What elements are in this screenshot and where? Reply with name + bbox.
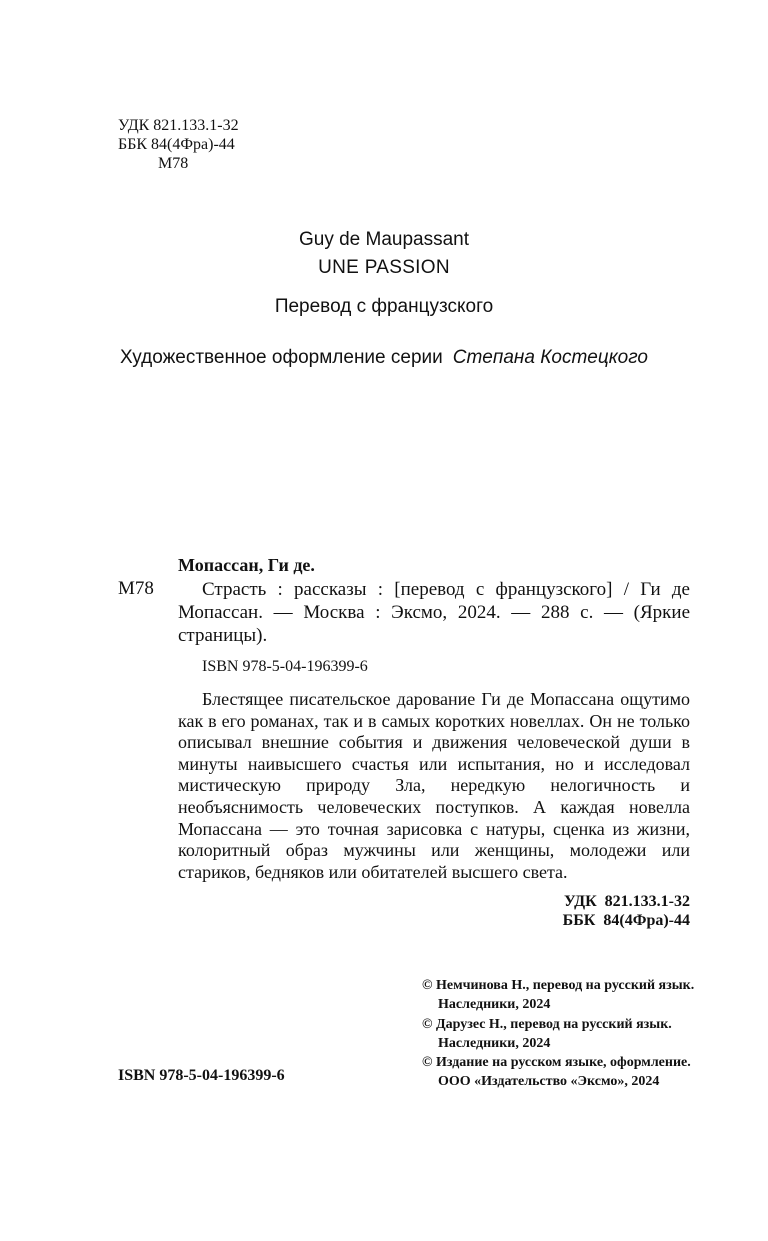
copyright-line: Наследники, 2024 (438, 997, 551, 1013)
author-mark: М78 (158, 155, 189, 172)
original-title: UNE PASSION (318, 257, 450, 278)
bibliographic-description: Страсть : рассказы : [перевод с французского] / Ги де Мопассан. — Москва : Эксмо, 2024. — 288 с. — (Яркие страницы). (178, 579, 690, 646)
copyright-line: ООО «Издательство «Эксмо», 2024 (438, 1074, 660, 1090)
classification-block (118, 116, 239, 173)
bbk-code-bottom: ББК 84(4Фра)-44 (562, 912, 690, 929)
bibliographic-author: Мопассан, Ги де. (178, 555, 315, 575)
copyright-block (422, 976, 694, 1092)
copyright-line: © Дарузес Н., перевод на русский язык. (422, 1016, 672, 1032)
classification-bottom (430, 892, 690, 930)
series-art-credit (0, 347, 768, 369)
udk-code-bottom: УДК 821.133.1-32 (563, 893, 690, 910)
series-art-label: Художественное оформление серии (120, 347, 443, 368)
bbk-code: ББК 84(4Фра)-44 (118, 136, 235, 153)
copyright-line: © Немчинова Н., перевод на русский язык. (422, 978, 695, 993)
bibliographic-isbn: ISBN 978-5-04-196399-6 (202, 658, 368, 675)
udk-code: УДК 821.133.1-32 (118, 117, 239, 134)
copyright-line: Наследники, 2024 (438, 1035, 551, 1051)
annotation: Блестящее писательское дарование Ги де Мопассана ощутимо как в его романах, так и в самых коротких новеллах. Он не только описывал внешние события и движения человеческой души в минуты наивысшего счастья или испытания, но и исследовал мистическую природу Зла, нередкую нелогичность и необъяснимость человеческих поступков. А каждая новелла Мопассана — это точная зарисовка с натуры, сценка из жизни, колоритный образ мужчины или женщины, молодежи или стариков, бедняков или обитателей высшего света. (178, 689, 690, 882)
series-art-name: Степана Костецкого (452, 347, 648, 368)
original-author: Guy de Maupassant (298, 229, 470, 250)
copyright-line: © Издание на русском языке, оформление. (422, 1055, 691, 1071)
isbn-bottom: ISBN 978-5-04-196399-6 (118, 1067, 285, 1084)
bibliographic-author-mark: М78 (118, 578, 154, 599)
translation-note: Перевод с французского (274, 296, 494, 317)
